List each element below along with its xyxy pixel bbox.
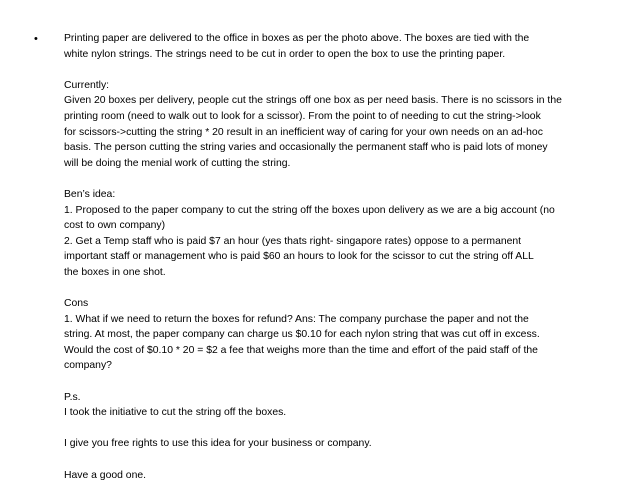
paragraph-gap xyxy=(64,171,608,187)
text-line: 1. What if we need to return the boxes for refund? Ans: The company purchase the paper and not the xyxy=(64,313,529,325)
currently-paragraph xyxy=(64,78,608,172)
section-heading: Ben’s idea: xyxy=(64,188,116,200)
text-line: Given 20 boxes per delivery, people cut the strings off one box as per need basis. There is no scissors in the xyxy=(64,95,562,107)
text-line: Would the cost of $0.10 * 20 = $2 a fee that weighs more than the time and effort of the paid staff of the xyxy=(64,344,538,356)
text-line: basis. The person cutting the string varies and occasionally the permanent staff who is paid lots of money xyxy=(64,142,548,154)
paragraph-gap xyxy=(64,374,608,390)
text-line: 1. Proposed to the paper company to cut the string off the boxes upon delivery as we are a big account (no xyxy=(64,204,555,216)
idea-paragraph xyxy=(64,187,608,281)
text-line: white nylon strings. The strings need to be cut in order to open the box to use the printing paper. xyxy=(64,48,506,60)
text-line: string. At most, the paper company can charge us $0.10 for each nylon string that was cut off in excess. xyxy=(64,329,540,341)
paragraph-gap xyxy=(64,62,608,78)
text-line: important staff or management who is paid $60 an hours to look for the scissor to cut the string off ALL xyxy=(64,251,534,263)
text-line: printing room (need to walk out to look for a scissor). From the point to of needing to cut the string->look xyxy=(64,110,541,122)
text-line: will be doing the menial work of cutting the string. xyxy=(64,157,291,169)
closing-paragraph xyxy=(64,468,608,483)
paragraph-gap xyxy=(64,452,608,468)
paragraph-gap xyxy=(64,281,608,297)
paragraph-gap xyxy=(64,421,608,437)
rights-paragraph xyxy=(64,436,608,452)
text-line: Have a good one. xyxy=(64,469,147,481)
intro-paragraph xyxy=(64,31,608,62)
slide-body xyxy=(64,31,608,483)
cons-paragraph xyxy=(64,296,608,374)
text-line: the boxes in one shot. xyxy=(64,266,166,278)
ps-paragraph xyxy=(64,390,608,421)
text-line: I took the initiative to cut the string off the boxes. xyxy=(64,407,287,419)
section-heading: Cons xyxy=(64,298,89,310)
section-heading: Currently: xyxy=(64,79,110,91)
bullet-marker: • xyxy=(34,33,38,45)
text-line: Printing paper are delivered to the office in boxes as per the photo above. The boxes are tied with the xyxy=(64,33,530,44)
text-line: cost to own company) xyxy=(64,220,166,232)
section-heading: P.s. xyxy=(64,391,81,403)
text-line: company? xyxy=(64,360,112,372)
text-line: 2. Get a Temp staff who is paid $7 an hour (yes thats right- singapore rates) oppose to a permanent xyxy=(64,235,522,247)
text-line: for scissors->cutting the string * 20 result in an inefficient way of caring for your own needs on an ad-hoc xyxy=(64,126,543,138)
text-line: I give you free rights to use this idea for your business or company. xyxy=(64,438,372,450)
